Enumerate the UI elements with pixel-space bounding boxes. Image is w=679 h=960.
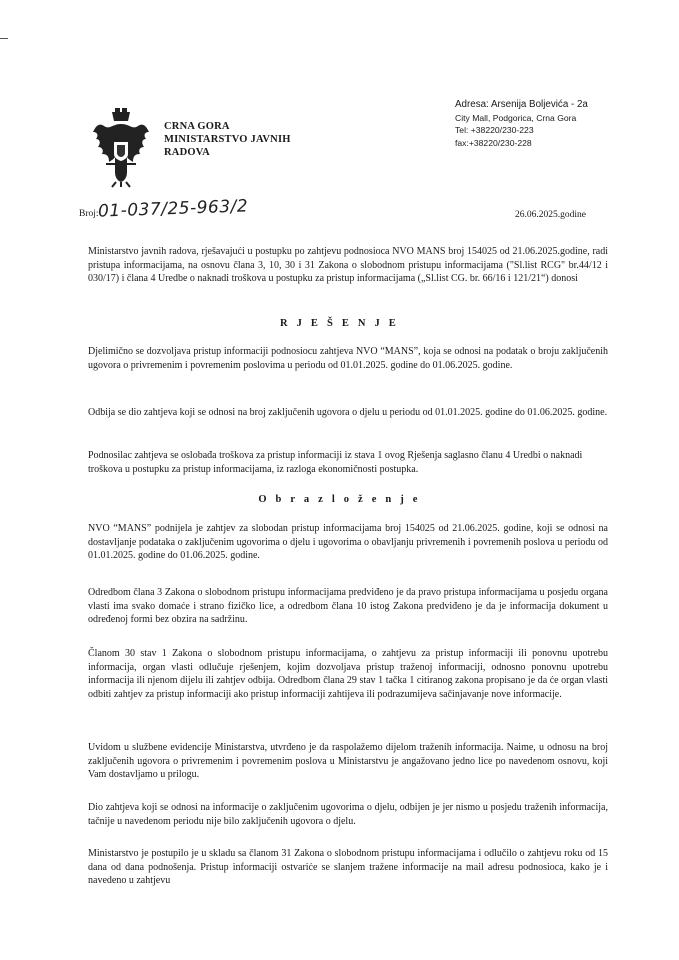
address-line: fax:+38220/230-228 [455, 137, 532, 148]
scan-edge-mark [0, 38, 8, 39]
reasoning-paragraph: Odredbom člana 3 Zakona o slobodnom pristupu informacijama predviđeno je da pravo pristupa informacijama u posjedu organa vlasti ima svako domaće i strano fizičko lice, a odredbom člana 10 istog Zakona predviđeno je da je informacija dokument u određenoj formi bez obzira na sadržinu. [88, 587, 608, 626]
reasoning-paragraph: Uvidom u službene evidencije Ministarstva, utvrđeno je da raspolažemo dijelom traženih informacija. Naime, u odnosu na broj zaključenih ugovora o privremenim i povremenim poslova u Ministarstvu je angažovano jedno lice po navedenom osnovu, koji Vam dostavljamo u prilogu. [88, 742, 608, 781]
address-line: Adresa: Arsenija Boljevića - 2a [455, 99, 588, 110]
address-line: City Mall, Podgorica, Crna Gora [455, 112, 577, 123]
decision-paragraph: Odbija se dio zahtjeva koji se odnosi na broj zaključenih ugovora o djelu u periodu od 01.01.2025. godine do 01.06.2025. godine. [88, 407, 608, 418]
reasoning-title: O b r a z l o ž e n j e [258, 494, 421, 505]
reasoning-paragraph: Dio zahtjeva koji se odnosi na informacije o zaključenim ugovorima o djelu, odbijen je jer nismo u posjedu traženih informacija, tačnije u navedenom periodu nije bilo zaključenih ugovora o djelu. [88, 802, 608, 827]
address-block [455, 99, 588, 149]
ministry-line: RADOVA [164, 147, 210, 158]
decision-paragraph: Podnosilac zahtjeva se oslobađa troškova za pristup informaciji iz stava 1 ovog Rješenja saglasno članu 4 Uredbi o naknadi troškova u postupku za pristup informacijama, iz razloga ekonomičnosti postupka. [88, 450, 583, 475]
ministry-name [164, 120, 291, 159]
coat-of-arms-icon [92, 108, 150, 188]
handwritten-reference-number: 01-037/25-963/2 [97, 196, 249, 222]
decision-paragraph: Djelimično se dozvoljava pristup informaciji podnosiocu zahtjeva NVO “MANS”, koja se odnosi na podatak o broju zaključenih ugovora o privremenim i povremenim poslovima u periodu od 01.01.2025. godine do 01.06.2025. godine. [88, 346, 608, 371]
broj-label: Broj: [79, 209, 99, 219]
ministry-line: MINISTARSTVO JAVNIH [164, 134, 291, 145]
ministry-line: CRNA GORA [164, 121, 230, 132]
intro-paragraph: Ministarstvo javnih radova, rješavajući u postupku po zahtjevu podnosioca NVO MANS broj 154025 od 21.06.2025.godine, radi pristupa informacijama, na osnovu člana 3, 10, 30 i 31 Zakona o slobodnom pristupu informacijama ("Sl.list RCG" br.44/12 i 030/17) i člana 4 Uredbe o naknadi troškova u postupku za pristup informacijama („Sl.list CG. br. 66/16 i 121/21“) donosi [88, 246, 608, 285]
address-line: Tel: +38220/230-223 [455, 125, 534, 135]
reasoning-paragraph: Ministarstvo je postupilo je u skladu sa članom 31 Zakona o slobodnom pristupu informacijama i odlučilo o zahtjevu roku od 15 dana od dana podnošenja. Pristup informaciji ostvariće se slanjem tražene informacije na mail adresu podnosioca, kako je i navedeno u zahtjevu [88, 848, 608, 887]
document-date: 26.06.2025.godine [515, 210, 586, 220]
decision-title: R J E Š E N J E [280, 318, 399, 329]
reasoning-paragraph: Članom 30 stav 1 Zakona o slobodnom pristupu informacijama, o zahtjevu za pristup informaciji ili ponovnu upotrebu informacija, organ vlasti odlučuje rješenjem, kojim dozvoljava pristup traženoj informaciji, odnosno ponovnu upotrebu informacija ili njenom dijelu ili zahtjev odbija. Odredbom člana 29 stav 1 tačka 1 citiranog zakona propisano je da će organ vlasti odbiti zahtjev za pristup informaciji ako pristup informaciji zahtijeva ili podrazumijeva sačinjavanje nove informacije. [88, 648, 608, 700]
reasoning-paragraph: NVO “MANS” podnijela je zahtjev za slobodan pristup informacijama broj 154025 od 21.06.2025. godine, koji se odnosi na dostavljanje podataka o zaključenim ugovorima o djelu i ugovorima o obavljanju privremenih i povremenih poslova u periodu od 01.01.2025. godine do 01.06.2025. godine. [88, 523, 608, 562]
